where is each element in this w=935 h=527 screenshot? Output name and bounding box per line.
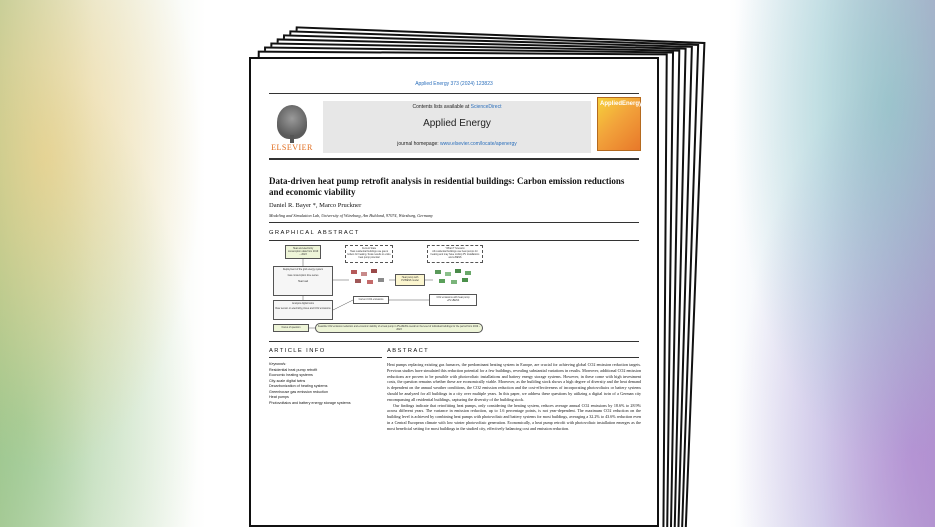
homepage-prefix: journal homepage:: [397, 141, 441, 147]
ga-box-current-state: [345, 245, 393, 263]
keywords-label: Keywords:: [269, 362, 287, 366]
ga-box-heat-pump-model: Heat pump with PV/BESS model: [395, 274, 425, 286]
abstract-paragraph: Our findings indicate that retrofitting heat pumps, only considering the heating system, reduces average annual CO2 emissions by 18.6% to 28.9% across different years. The variance in emission reduction, up to 1.6 percentage points, is not year-dependent. The maximum CO2 reduction on the building level is achieved by combining heat pumps with photovoltaic and battery systems for most buildings, averaging a 32.2% to 43.6% reduction even in a Central European climate with low winter photovoltaic generation. Economically, a heat pump retrofit with photovoltaic installation emerges as the most beneficial setting for most buildings in the studied city, effectively balancing cost and emission reduction.: [387, 402, 641, 431]
tree-icon: [277, 105, 307, 139]
ga-analysis-label: Analysis digital twins: [292, 302, 314, 305]
article-title: Data-driven heat pump retrofit analysis in residential buildings: Carbon emission reductions and economic viability: [269, 176, 625, 197]
affiliation: Modeling and Simulation Lab, University of Würzburg, Am Hubland, 97074, Würzburg, Germany: [269, 213, 433, 218]
journal-cover: [597, 97, 641, 151]
ga-digital-use-label: Raw sensor on electricity prices and CO2 emissions: [275, 307, 331, 310]
homepage-line: [323, 141, 591, 147]
divider: [269, 357, 382, 358]
abstract-paragraph: Heat pumps replacing existing gas furnaces, the predominant heating system in Europe, are crucial for achieving global CO2 emission reduction targets. Previous studies have simulated this reduction potential for a few buildings, revealing substantial variations in results. Moreover, additional CO2 emission reductions are proven to be possible with photovoltaic installations and battery energy storage systems. However, in these come with high investment costs, the question remains whether these are economically viable. Moreover, as the building stock shows a high degree of diversity and the heat demand is dependent on the annual weather conditions, the CO2 emission reduction and the cost-effectiveness of incorporating photovoltaics or battery systems should be analyzed for all buildings in a city over multiple years. In this paper, we address these questions by utilizing a digital twin of a German city encompassing all residential buildings, capturing the diversity of the building stock.: [387, 362, 641, 402]
abstract-text: [387, 362, 641, 432]
tree-trunk-icon: [290, 135, 294, 143]
keyword-item: Economic heating systems: [269, 373, 313, 377]
keyword-item: Photovoltaics and battery energy storage systems: [269, 400, 351, 405]
ga-what-if-desc: All residential buildings use heat pumps for heating and may have rooftop PV installations and a BESS: [430, 250, 480, 259]
ga-box-current-co2: Current CO2 emissions: [353, 296, 389, 304]
cover-title: AppliedEnergy: [600, 101, 643, 107]
graphical-abstract-figure[interactable]: [269, 244, 489, 334]
graphical-abstract-heading: GRAPHICAL ABSTRACT: [269, 230, 360, 236]
journal-title: Applied Energy: [423, 118, 491, 129]
divider: [269, 341, 639, 342]
paper-front-page: [249, 57, 659, 527]
keyword-item: Decarbonization of heating systems: [269, 384, 328, 388]
ga-box-scenario-co2: CO2 emissions with heat pump +PV+BESS: [429, 294, 477, 306]
journal-header: [323, 101, 591, 153]
ga-heat-load-label: Heat load: [297, 280, 309, 283]
ga-box-result: Feasible CO2 emission reduction and economic viability of a heat pump in PV+BESS overall on the level of individual buildings for the period from 2019 – 2023: [315, 323, 483, 333]
ga-box-digital-system: [273, 266, 333, 296]
header-rule-top: [269, 93, 639, 94]
journal-citation[interactable]: Applied Energy 373 (2024) 123823: [415, 81, 493, 87]
keyword-item: Greenhouse gas emission reduction: [269, 389, 329, 394]
publisher-name: ELSEVIER: [271, 143, 313, 152]
divider: [269, 240, 639, 241]
divider: [269, 222, 639, 223]
background-glow-left: [0, 0, 230, 527]
ga-what-if-title: "What if" Scenario: [445, 247, 465, 250]
divider: [387, 357, 639, 358]
ga-current-state-desc: Heat residential buildings use gas & boilers for heating. Scale results to entire heat pump potential: [347, 250, 391, 259]
keyword-item: City-scale digital twins: [269, 378, 306, 383]
keyword-item: Residential heat pump retrofit: [269, 367, 318, 372]
ga-box-focus: Focus of question: [273, 324, 309, 332]
ga-gas-consumption-label: Gas consumption time series: [287, 274, 319, 277]
abstract-heading: ABSTRACT: [387, 348, 430, 354]
header-rule-bottom: [269, 158, 639, 160]
ga-houses-scenario: [433, 268, 477, 290]
homepage-link[interactable]: www.elsevier.com/locate/apenergy: [440, 141, 517, 147]
authors[interactable]: Daniel R. Bayer *, Marco Pruckner: [269, 202, 362, 209]
keyword-item: Heat pumps: [269, 395, 289, 399]
ga-houses-current: [349, 268, 389, 290]
ga-box-what-if: [427, 245, 483, 263]
contents-prefix: Contents lists available at: [412, 104, 471, 110]
ga-current-state-title: Current State: [361, 247, 377, 250]
ga-box-heat-data: Heat and electricity consumption data from 2019 – 2023: [285, 245, 321, 259]
ga-box-analysis: [273, 300, 333, 320]
keywords-list: [269, 362, 374, 406]
contents-line: [323, 104, 591, 110]
article-info-heading: ARTICLE INFO: [269, 348, 326, 354]
elsevier-logo: [269, 101, 315, 153]
ga-digital-system-label: Deployment of the grid energy system: [282, 268, 324, 271]
background-glow-right: [705, 0, 935, 527]
sciencedirect-link[interactable]: ScienceDirect: [470, 104, 502, 110]
